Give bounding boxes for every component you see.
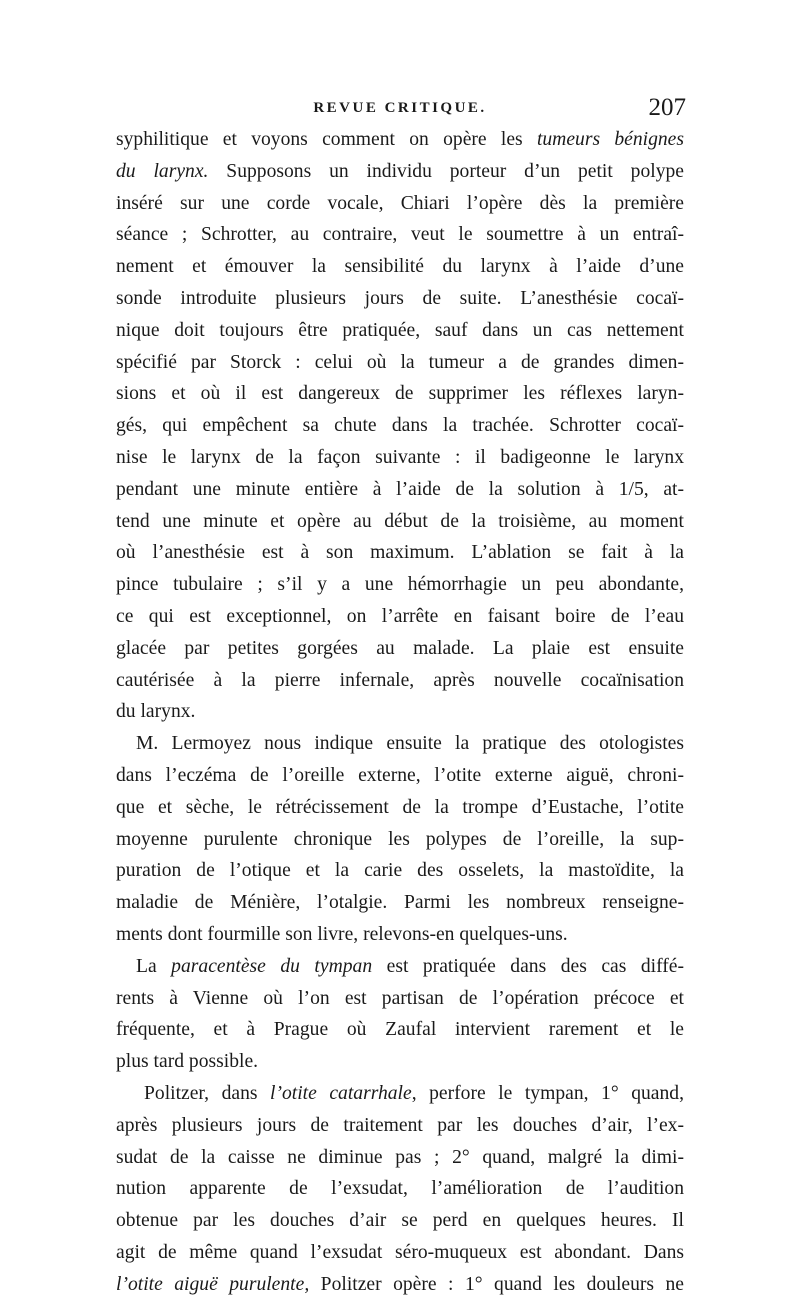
text-line: séance ; Schrotter, au contraire, veut le soumettre à un entraî- (116, 224, 684, 246)
text-line: syphilitique et voyons comment on opère les tumeurs bénignes (116, 129, 684, 150)
text-line: M. Lermoyez nous indique ensuite la pratique des otologistes (136, 733, 684, 755)
text-line: pendant une minute entière à l’aide de la solution à 1/5, at- (116, 478, 684, 500)
text-line: pince tubulaire ; s’il y a une hémorrhagie un peu abondante, (116, 574, 684, 596)
text-line: gés, qui empêchent sa chute dans la trachée. Schrotter cocaï- (116, 415, 684, 437)
running-header (116, 96, 684, 126)
text-line: puration de l’otique et la carie des osselets, la mastoïdite, la (116, 860, 684, 882)
text-line: où l’anesthésie est à son maximum. L’ablation se fait à la (116, 542, 684, 564)
text-line: rents à Vienne où l’on est partisan de l’opération précoce et (116, 987, 684, 1009)
text-line: spécifié par Storck : celui où la tumeur a de grandes dimen- (116, 351, 684, 373)
text-line: sonde introduite plusieurs jours de suite. L’anesthésie cocaï- (116, 287, 684, 309)
text-line: ce qui est exceptionnel, on l’arrête en faisant boire de l’eau (116, 605, 684, 627)
text-line: glacée par petites gorgées au malade. La plaie est ensuite (116, 637, 684, 659)
text-line: cautérisée à la pierre infernale, après nouvelle cocaïnisation (116, 669, 684, 691)
text-line: moyenne purulente chronique les polypes de l’oreille, la sup- (116, 828, 684, 850)
text-line: nement et émouver la sensibilité du larynx à l’aide d’une (116, 256, 684, 278)
text-line: nique doit toujours être pratiquée, sauf dans un cas nettement (116, 319, 684, 341)
text-line: tend une minute et opère au début de la troisième, au moment (116, 510, 684, 532)
text-line: La paracentèse du tympan est pratiquée dans des cas diffé- (136, 955, 684, 977)
text-line: plus tard possible. (116, 1051, 259, 1073)
text-line: après plusieurs jours de traitement par les douches d’air, l’ex- (116, 1114, 684, 1136)
text-line: l’otite aiguë purulente, Politzer opère : 1° quand les douleurs ne (116, 1273, 684, 1295)
text-line: nise le larynx de la façon suivante : il badigeonne le larynx (116, 446, 684, 468)
page-number: 207 (648, 94, 686, 121)
running-title: REVUE CRITIQUE. (313, 100, 487, 116)
body-text (116, 124, 684, 1300)
text-line: agit de même quand l’exsudat séro-muqueux est abondant. Dans (116, 1241, 684, 1263)
text-line: sions et où il est dangereux de supprimer les réflexes laryn- (116, 383, 684, 405)
text-line: du larynx. Supposons un individu porteur d’un petit polype (116, 160, 684, 182)
text-line: fréquente, et à Prague où Zaufal intervient rarement et le (116, 1019, 684, 1041)
text-line: obtenue par les douches d’air se perd en quelques heures. Il (116, 1210, 684, 1232)
text-line: sudat de la caisse ne diminue pas ; 2° quand, malgré la dimi- (116, 1146, 684, 1168)
text-line: maladie de Ménière, l’otalgie. Parmi les nombreux renseigne- (116, 892, 684, 914)
text-line: nution apparente de l’exsudat, l’amélioration de l’audition (116, 1178, 684, 1200)
text-line: dans l’eczéma de l’oreille externe, l’otite externe aiguë, chroni- (116, 764, 684, 786)
text-line: ments dont fourmille son livre, relevons-en quelques-uns. (116, 923, 568, 945)
text-line: inséré sur une corde vocale, Chiari l’opère dès la première (116, 192, 684, 214)
text-line: du larynx. (116, 701, 196, 723)
text-line: que et sèche, le rétrécissement de la trompe d’Eustache, l’otite (116, 796, 684, 818)
text-line: Politzer, dans l’otite catarrhale, perfore le tympan, 1° quand, (144, 1082, 684, 1104)
